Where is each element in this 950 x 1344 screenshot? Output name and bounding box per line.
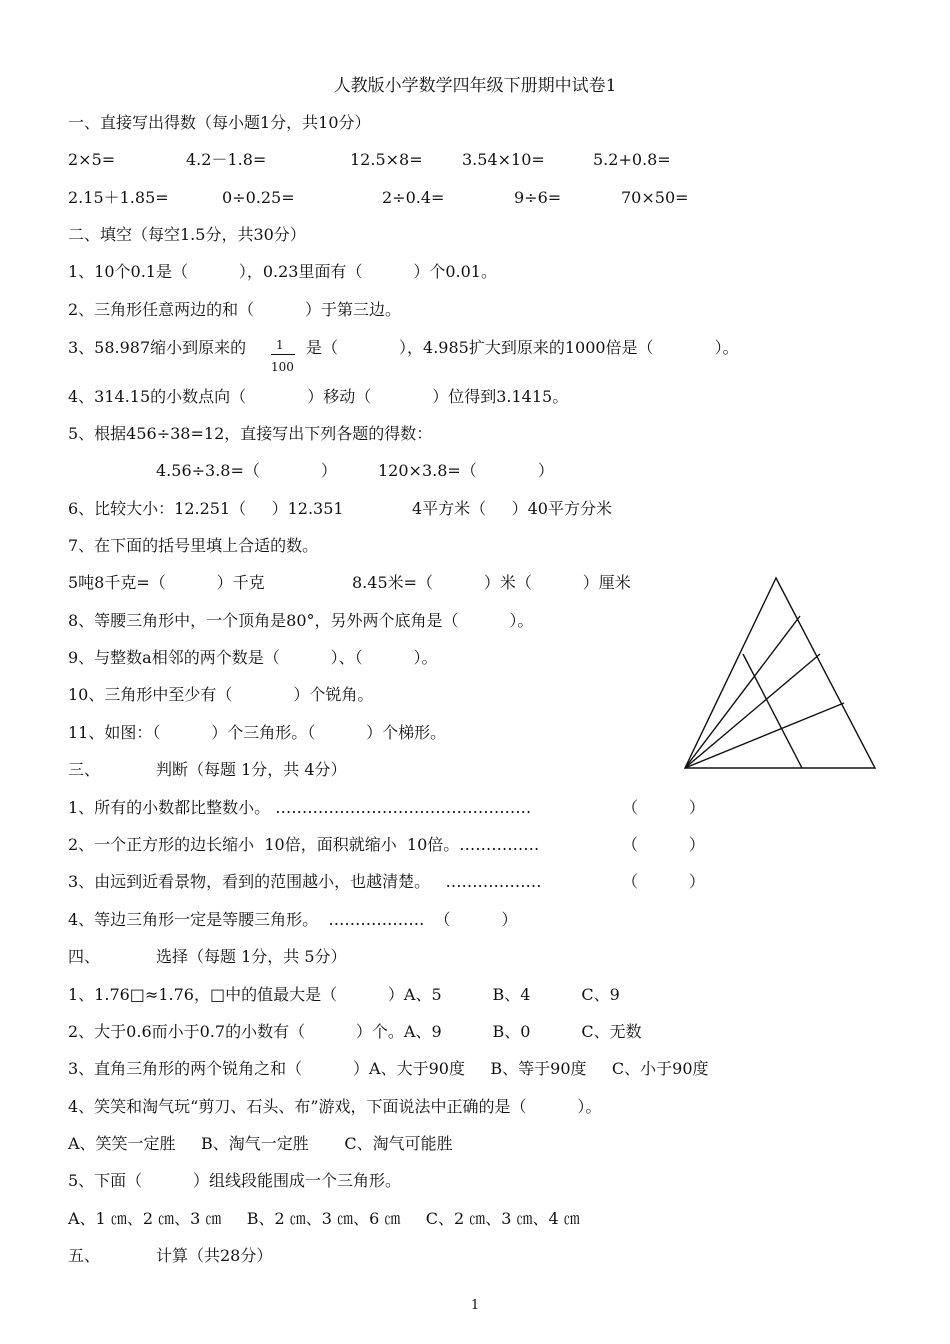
question-2-5-sub-b: 120×3.8=（ ） <box>378 461 554 480</box>
question-4-1: 1、1.76□≈1.76，□中的值最大是（ ）A、5 B、4 C、9 <box>68 985 620 1004</box>
question-3-2: 2、一个正方形的边长缩小 10倍，面积就缩小 10倍。…………… <box>68 835 540 854</box>
question-2-10: 10、三角形中至少有（ ）个锐角。 <box>68 685 374 704</box>
question-2-6-part-a: 6、比较大小：12.251（ ）12.351 <box>68 499 344 518</box>
question-4-4-options: A、笑笑一定胜 B、淘气一定胜 C、淘气可能胜 <box>68 1134 453 1153</box>
fraction-bar <box>271 354 295 355</box>
sec1-row1-item: 4.2－1.8= <box>186 150 267 169</box>
question-2-11: 11、如图：（ ）个三角形。（ ）个梯形。 <box>68 723 447 742</box>
sec1-row1-item: 12.5×8= <box>350 150 423 169</box>
section-1-heading: 一、直接写出得数（每小题1分，共10分） <box>68 113 371 132</box>
question-2-6-part-b: 4平方米（ ）40平方分米 <box>412 499 612 518</box>
question-2-9: 9、与整数a相邻的两个数是（ ）、（ ）。 <box>68 648 438 667</box>
sec1-row1-item: 2×5= <box>68 150 116 169</box>
section-4-heading-number: 四、 <box>68 947 101 966</box>
section-2-heading: 二、填空（每空1.5分，共30分） <box>68 225 306 244</box>
question-3-3: 3、由远到近看景物，看到的范围越小，也越清楚。 ……………… <box>68 872 542 891</box>
section-5-heading: 计算（共28分） <box>156 1246 273 1265</box>
sec1-row2-item: 2.15＋1.85= <box>68 188 169 207</box>
question-2-1: 1、10个0.1是（ ），0.23里面有（ ）个0.01。 <box>68 262 497 281</box>
sec1-row1-item: 5.2+0.8= <box>593 150 671 169</box>
question-2-7: 7、在下面的括号里填上合适的数。 <box>68 536 319 555</box>
question-2-4: 4、314.15的小数点向（ ）移动（ ）位得到3.1415。 <box>68 387 569 406</box>
question-4-2: 2、大于0.6而小于0.7的小数有（ ）个。A、9 B、0 C、无数 <box>68 1022 642 1041</box>
sec1-row2-item: 2÷0.4= <box>382 188 445 207</box>
question-3-1: 1、所有的小数都比整数小。 ………………………………………… <box>68 798 532 817</box>
triangle-figure <box>680 572 880 777</box>
question-2-5: 5、根据456÷38=12，直接写出下列各题的得数： <box>68 424 433 443</box>
section-5-heading-number: 五、 <box>68 1246 101 1265</box>
sec1-row2-item: 70×50= <box>621 188 689 207</box>
page-title: 人教版小学数学四年级下册期中试卷1 <box>333 76 617 96</box>
sec1-row2-item: 9÷6= <box>514 188 562 207</box>
answer-paren: （ ） <box>622 835 705 854</box>
question-2-2: 2、三角形任意两边的和（ ）于第三边。 <box>68 300 402 319</box>
question-2-7-sub-a: 5吨8千克=（ ）千克 <box>68 573 265 592</box>
question-3-4: 4、等边三角形一定是等腰三角形。 ……………… （ ） <box>68 910 518 929</box>
section-3-heading-number: 三、 <box>68 760 101 779</box>
question-4-3: 3、直角三角形的两个锐角之和（ ）A、大于90度 B、等于90度 C、小于90度 <box>68 1059 709 1078</box>
answer-paren: （ ） <box>622 872 705 891</box>
outer-triangle <box>685 578 875 768</box>
question-2-5-sub-a: 4.56÷3.8=（ ） <box>156 461 337 480</box>
question-2-3-part-a: 3、58.987缩小到原来的 <box>68 338 247 357</box>
question-4-4: 4、笑笑和淘气玩“剪刀、石头、布”游戏，下面说法中正确的是（ ）。 <box>68 1097 602 1116</box>
fraction-numerator: 1 <box>276 338 284 352</box>
sec1-row1-item: 3.54×10= <box>462 150 545 169</box>
answer-paren: （ ） <box>622 798 705 817</box>
question-4-5: 5、下面（ ）组线段能围成一个三角形。 <box>68 1171 402 1190</box>
sec1-row2-item: 0÷0.25= <box>222 188 295 207</box>
section-3-heading: 判断（每题 1分，共 4分） <box>156 760 347 779</box>
question-2-3-part-b: 是（ ），4.985扩大到原来的1000倍是（ ）。 <box>306 338 739 357</box>
question-4-5-options: A、1 ㎝、2 ㎝、3 ㎝ B、2 ㎝、3 ㎝、6 ㎝ C、2 ㎝、3 ㎝、4 ㎝ <box>68 1209 580 1228</box>
fraction-denominator: 100 <box>271 360 294 374</box>
section-4-heading: 选择（每题 1分，共 5分） <box>156 947 347 966</box>
question-2-7-sub-b: 8.45米=（ ）米（ ）厘米 <box>352 573 631 592</box>
page-number: 1 <box>470 1298 480 1313</box>
question-2-8: 8、等腰三角形中，一个顶角是80°，另外两个底角是（ ）。 <box>68 611 534 630</box>
